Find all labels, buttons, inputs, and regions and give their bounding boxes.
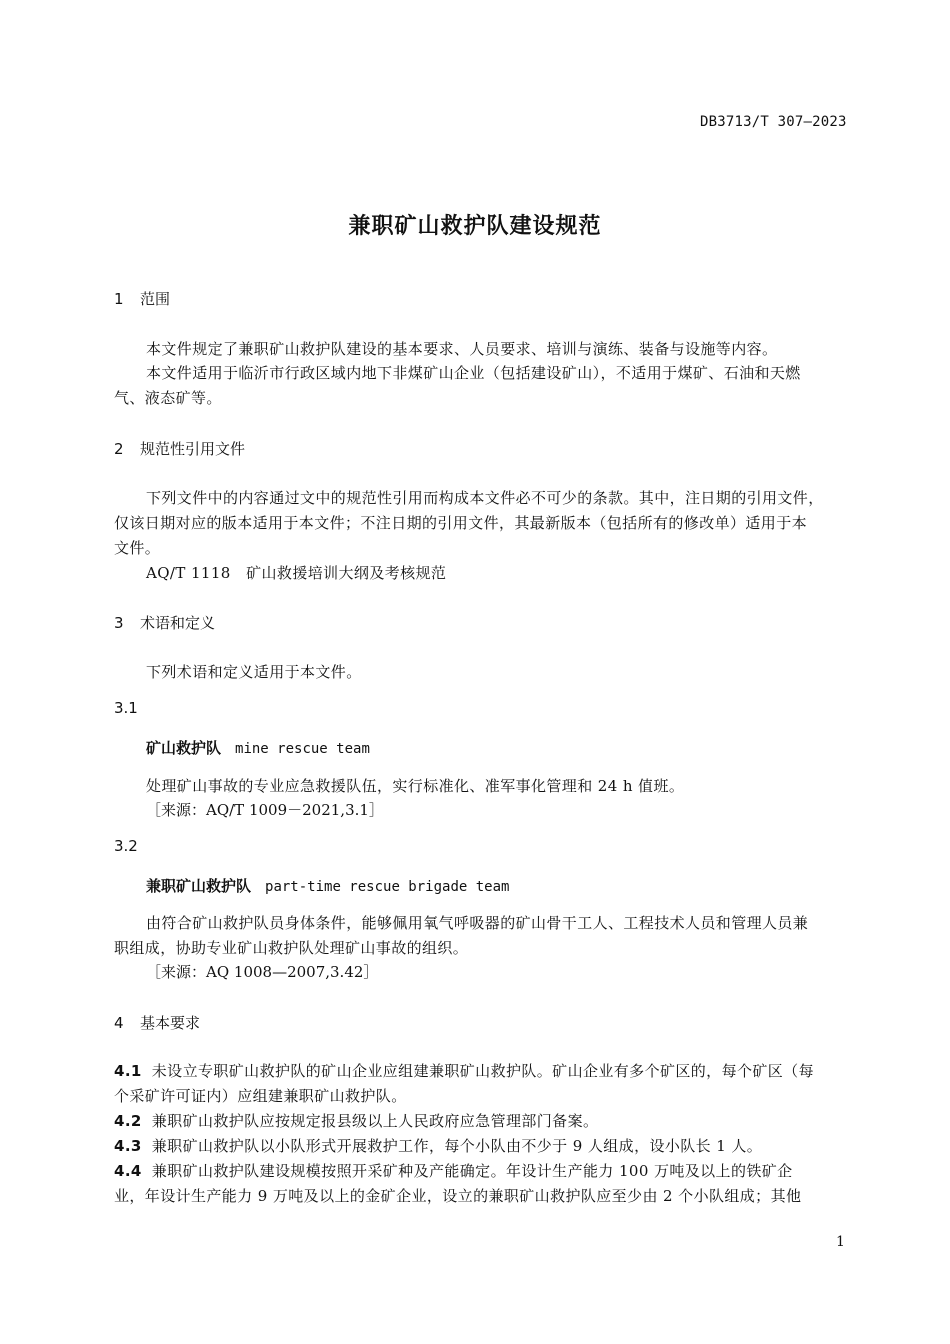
clause-line — [114, 1110, 598, 1131]
paragraph-line: 本文件规定了兼职矿山救护队建设的基本要求、人员要求、培训与演练、装备与设施等内容。 — [146, 340, 778, 358]
page-number: 1 — [836, 1234, 845, 1250]
clause-line: 个采矿许可证内）应组建兼职矿山救护队。 — [114, 1087, 407, 1105]
clause-number: 4.3 — [114, 1137, 142, 1155]
clause-line: 业，年设计生产能力 9 万吨及以上的金矿企业，设立的兼职矿山救护队应至少由 2 个小队组成；其他 — [114, 1187, 802, 1205]
section-heading — [114, 612, 215, 633]
normative-reference: AQ/T 1118 矿山救援培训大纲及考核规范 — [146, 564, 447, 582]
clause-text: 未设立专职矿山救护队的矿山企业应组建兼职矿山救护队。矿山企业有多个矿区的，每个矿区（每 — [151, 1062, 814, 1080]
clause-number: 4.4 — [114, 1162, 142, 1180]
term-source: ［来源：AQ/T 1009－2021,3.1］ — [146, 801, 384, 819]
paragraph-line: 下列术语和定义适用于本文件。 — [146, 663, 362, 681]
section-title: 基本要求 — [140, 1014, 201, 1032]
clause-text: 兼职矿山救护队应按规定报县级以上人民政府应急管理部门备案。 — [151, 1112, 599, 1130]
clause-text: 兼职矿山救护队建设规模按照开采矿种及产能确定。年设计生产能力 100 万吨及以上的铁矿企 — [151, 1162, 793, 1180]
clause-number: 4.1 — [114, 1062, 142, 1080]
paragraph-line: 文件。 — [114, 539, 161, 557]
term-definition: 职组成，协助专业矿山救护队处理矿山事故的组织。 — [114, 939, 469, 957]
section-number: 4 — [114, 1014, 124, 1032]
section-title: 规范性引用文件 — [140, 440, 246, 458]
section-heading — [114, 288, 170, 309]
clause-number: 4.2 — [114, 1112, 142, 1130]
section-heading — [114, 438, 245, 459]
paragraph-line: 下列文件中的内容通过文中的规范性引用而构成本文件必不可少的条款。其中，注日期的引用文件， — [146, 489, 824, 507]
paragraph-line: 仅该日期对应的版本适用于本文件；不注日期的引用文件，其最新版本（包括所有的修改单）适用于本 — [114, 514, 808, 532]
term-definition: 处理矿山事故的专业应急救援队伍，实行标准化、准军事化管理和 24 h 值班。 — [146, 777, 685, 795]
term-entry — [146, 875, 509, 896]
document-title: 兼职矿山救护队建设规范 — [348, 214, 602, 239]
term-english: mine rescue team — [235, 741, 370, 757]
section-title: 术语和定义 — [140, 614, 216, 632]
term-source: ［来源：AQ 1008—2007,3.42］ — [146, 963, 379, 981]
section-number: 3 — [114, 614, 124, 632]
paragraph-line: 本文件适用于临沂市行政区域内地下非煤矿山企业（包括建设矿山），不适用于煤矿、石油和天燃 — [146, 364, 801, 382]
clause-line — [114, 1160, 793, 1181]
paragraph-line: 气、液态矿等。 — [114, 389, 222, 407]
section-heading — [114, 1012, 200, 1033]
clause-line — [114, 1060, 814, 1081]
document-code: DB3713/T 307—2023 — [700, 114, 847, 130]
term-chinese: 兼职矿山救护队 — [146, 877, 252, 895]
term-entry — [146, 737, 370, 758]
clause-line — [114, 1135, 762, 1156]
term-number: 3.2 — [114, 837, 138, 855]
term-definition: 由符合矿山救护队员身体条件，能够佩用氧气呼吸器的矿山骨干工人、工程技术人员和管理人员兼 — [146, 914, 809, 932]
term-number: 3.1 — [114, 699, 138, 717]
clause-text: 兼职矿山救护队以小队形式开展救护工作，每个小队由不少于 9 人组成，设小队长 1 人。 — [151, 1137, 763, 1155]
term-english: part-time rescue brigade team — [265, 879, 510, 895]
section-number: 1 — [114, 290, 124, 308]
section-title: 范围 — [140, 290, 171, 308]
section-number: 2 — [114, 440, 124, 458]
term-chinese: 矿山救护队 — [146, 739, 222, 757]
